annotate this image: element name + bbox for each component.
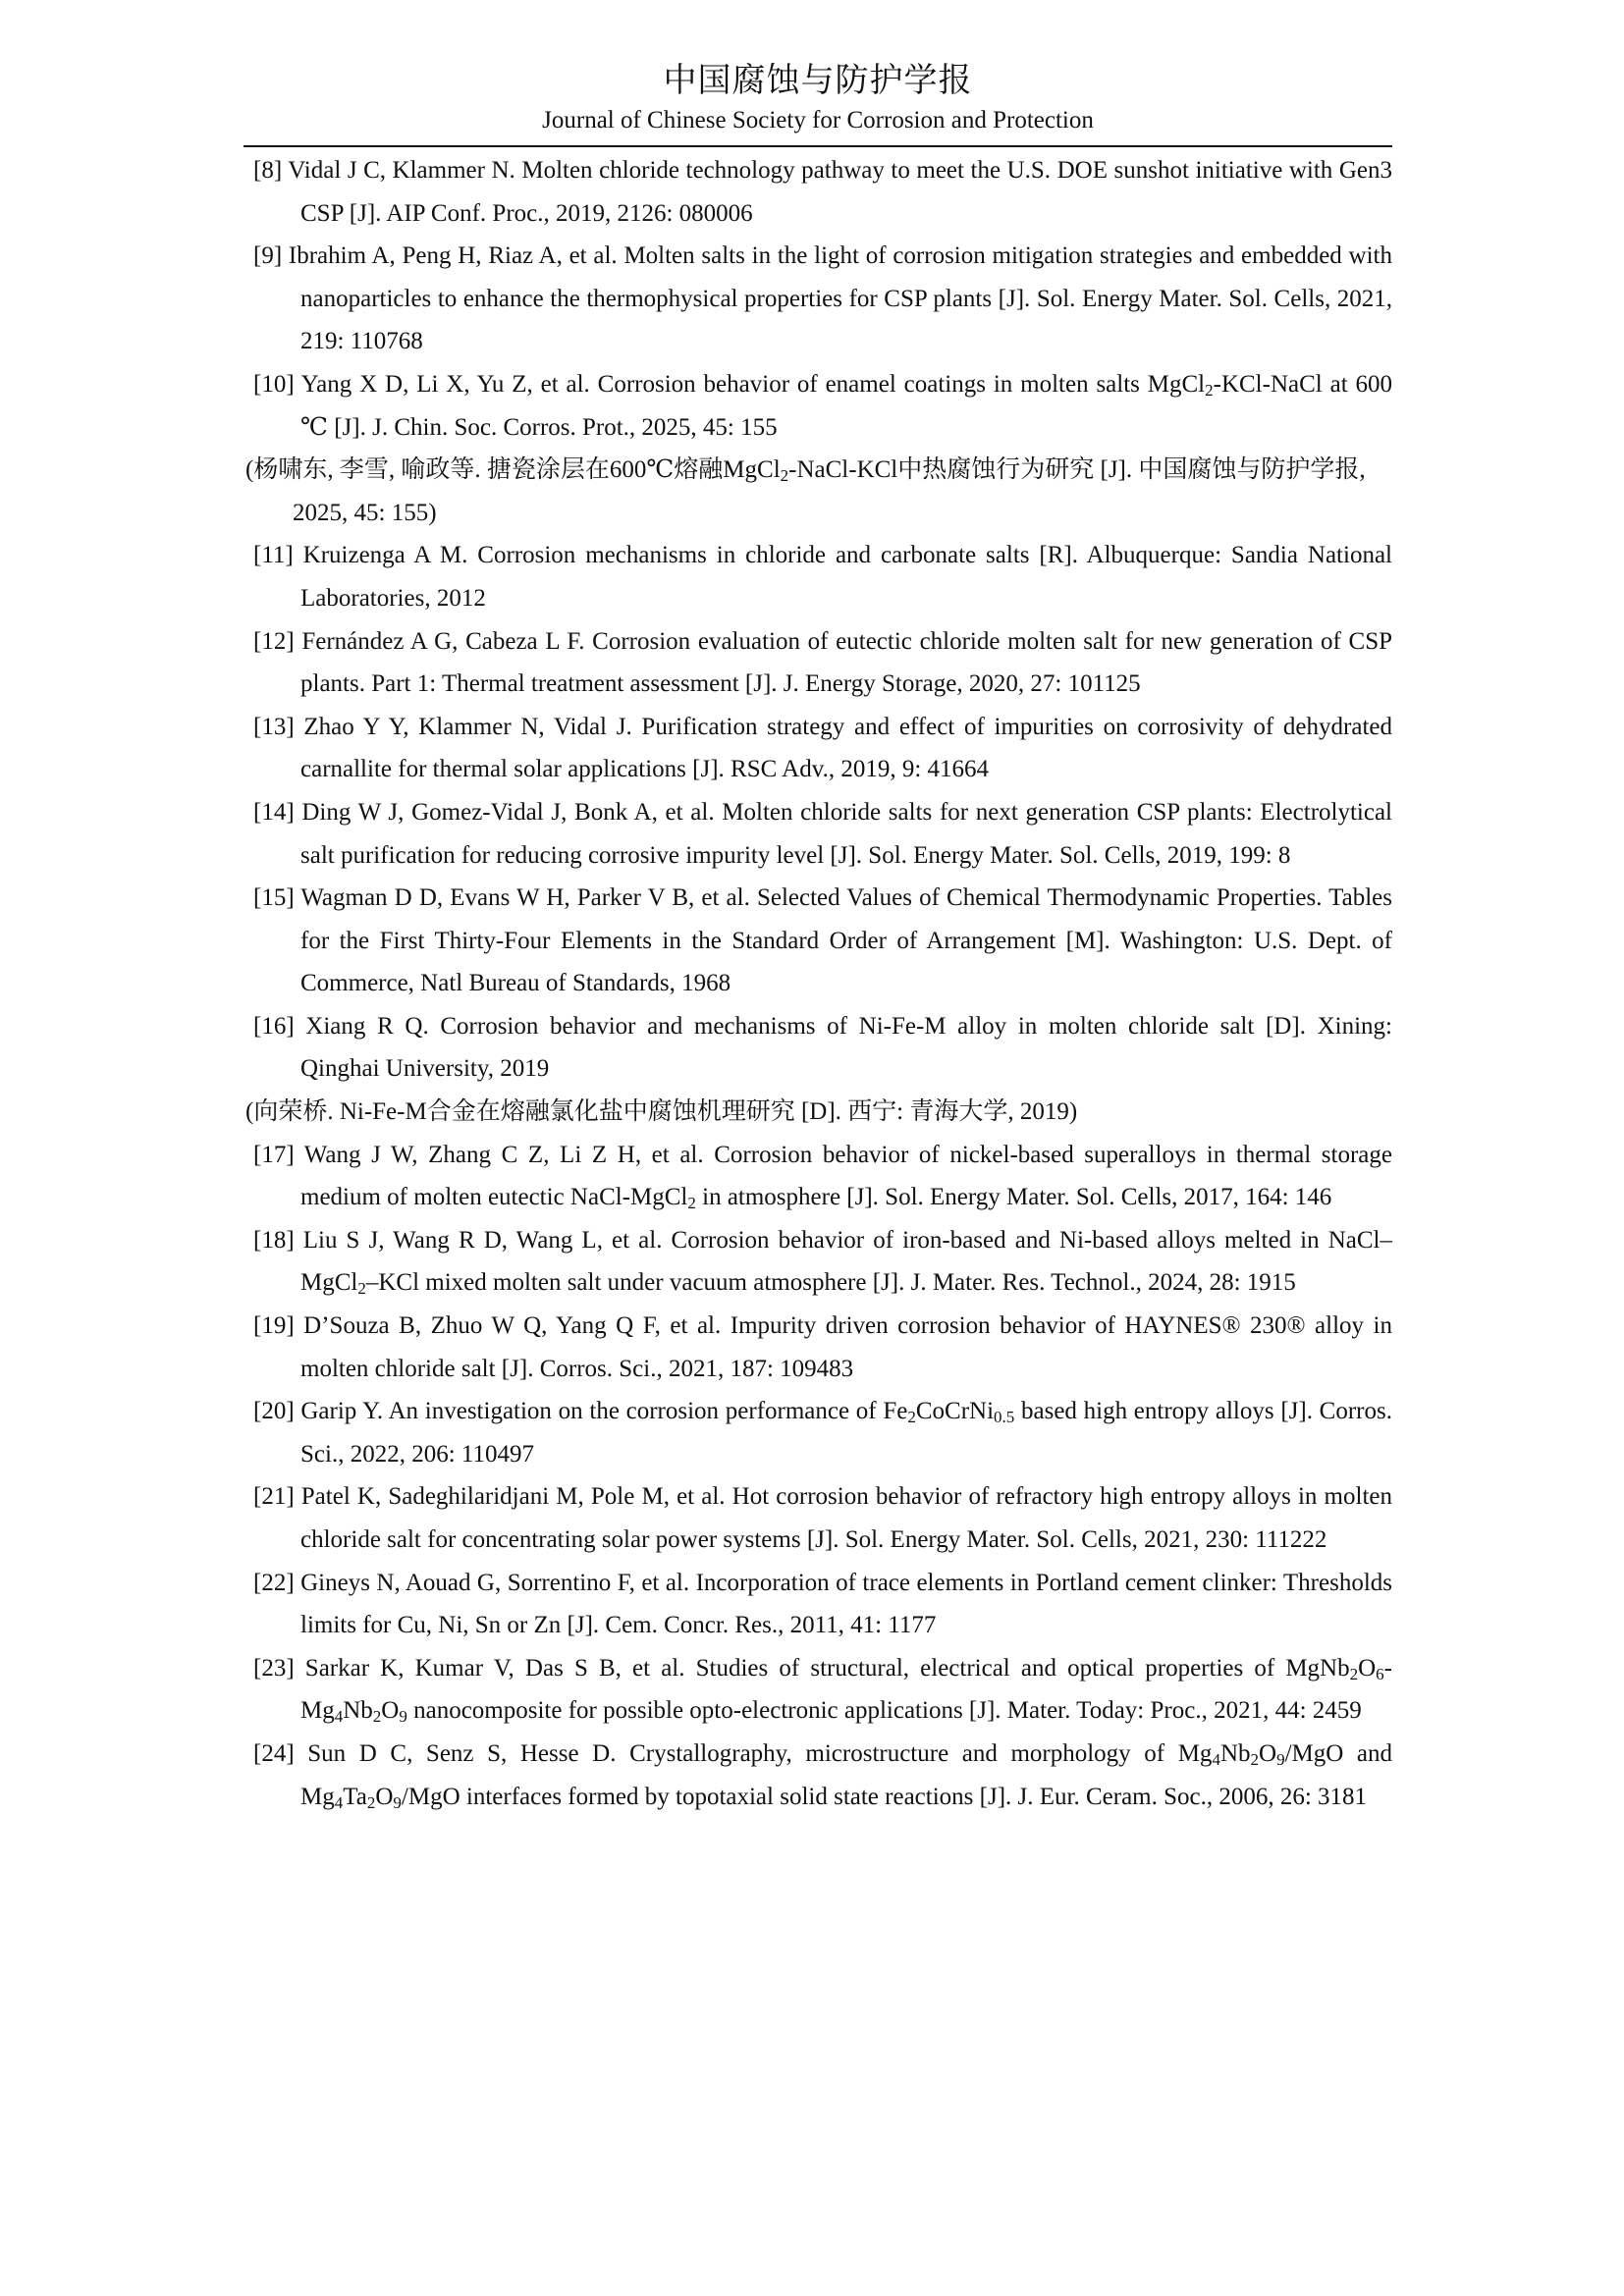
reference-text: [10] Yang X D, Li X, Yu Z, et al. Corrosion behavior of enamel coatings in molten salts MgCl — [253, 370, 1206, 398]
reference-text: /MgO interfaces formed by topotaxial solid state reactions [J]. J. Eur. Ceram. Soc., 2006, 26: 3181 — [401, 1783, 1368, 1810]
reference-text: [23] Sarkar K, Kumar V, Das S B, et al. Studies of structural, electrical and optical properties of MgNb — [253, 1654, 1350, 1682]
subscript-text: 4 — [1212, 1749, 1220, 1769]
reference-text: [18] Liu S J, Wang R D, Wang L, et al. Corrosion behavior of iron-based and Ni-based alloys melted in NaCl–MgCl — [253, 1226, 1392, 1297]
reference-item: [15] Wagman D D, Evans W H, Parker V B, et al. Selected Values of Chemical Thermodynamic Properties. Tables for the First Thirty-Four Elements in the Standard Order of Arrangement [M]. Washington: U.S. Dept. of Commerce, Natl Bureau of Standards, 1968 — [253, 884, 1392, 997]
reference-text: CoCrNi — [915, 1398, 995, 1425]
reference-text: [17] Wang J W, Zhang C Z, Li Z H, et al. Corrosion behavior of nickel-based superalloys in thermal storage medium of molten eutectic NaCl-MgCl — [253, 1141, 1392, 1211]
reference-text: –KCl mixed molten salt under vacuum atmosphere [J]. J. Mater. Res. Technol., 2024, 28: 1915 — [365, 1269, 1296, 1297]
journal-header — [244, 57, 1392, 135]
journal-title-en: Journal of Chinese Society for Corrosion and Protection — [542, 107, 1094, 133]
subscript-text: 9 — [393, 1792, 402, 1812]
subscript-text: 2 — [372, 1707, 382, 1727]
subscript-text: 9 — [1276, 1749, 1285, 1769]
reference-text: O — [375, 1783, 394, 1810]
subscript-text: 6 — [1376, 1664, 1384, 1683]
subscript-text: 2 — [357, 1279, 366, 1299]
subscript-text: 2 — [1349, 1664, 1359, 1683]
reference-text: -KCl-NaCl at 600 ℃ [J]. J. Chin. Soc. Corros. Prot., 2025, 45: 155 — [300, 370, 1393, 441]
header-rule — [244, 145, 1392, 147]
reference-item — [253, 1219, 1392, 1305]
reference-item — [253, 1647, 1392, 1733]
reference-text: (杨啸东, 李雪, 喻政等. 搪瓷涂层在600℃熔融MgCl — [245, 456, 781, 484]
reference-text: O — [1259, 1739, 1277, 1767]
reference-translation: (向荣桥. Ni-Fe-M合金在熔融氯化盐中腐蚀机理研究 [D]. 西宁: 青海大学, 2019) — [245, 1098, 1078, 1126]
subscript-text: 2 — [780, 466, 789, 486]
reference-text: O — [1358, 1654, 1377, 1682]
reference-item — [253, 1733, 1392, 1818]
reference-text: in atmosphere [J]. Sol. Energy Mater. Sol. Cells, 2017, 164: 146 — [695, 1184, 1332, 1211]
reference-item: [16] Xiang R Q. Corrosion behavior and mechanisms of Ni-Fe-M alloy in molten chloride salt [D]. Xining: Qinghai University, 2019 — [253, 1012, 1392, 1083]
reference-item — [253, 1390, 1392, 1475]
subscript-text: 2 — [907, 1408, 916, 1427]
reference-item: [12] Fernández A G, Cabeza L F. Corrosion evaluation of eutectic chloride molten salt for new generation of CSP plants. Part 1: Thermal treatment assessment [J]. J. Energy Storage, 2020, 27: 101125 — [253, 627, 1392, 698]
reference-item: [21] Patel K, Sadeghilaridjani M, Pole M, et al. Hot corrosion behavior of refractory high entropy alloys in molten chloride salt for concentrating solar power systems [J]. Sol. Energy Mater. Sol. Cells, 2021, 230: 111222 — [253, 1483, 1392, 1553]
reference-translation — [245, 449, 1392, 534]
reference-text: Nb — [1219, 1739, 1251, 1767]
reference-item: [22] Gineys N, Aouad G, Sorrentino F, et al. Incorporation of trace elements in Portland cement clinker: Thresholds limits for Cu, Ni, Sn or Zn [J]. Cem. Concr. Res., 2011, 41: 1177 — [253, 1569, 1392, 1639]
subscript-text: 2 — [366, 1792, 376, 1812]
journal-title-cn: 中国腐蚀与防护学报 — [663, 61, 973, 100]
reference-text: [24] Sun D C, Senz S, Hesse D. Crystallography, microstructure and morphology of Mg — [253, 1739, 1213, 1767]
reference-text: based high entropy alloys [J]. Corros. Sci., 2022, 206: 110497 — [300, 1398, 1392, 1468]
reference-text: -NaCl-KCl中热腐蚀行为研究 [J]. 中国腐蚀与防护学报, 2025, 45: 155) — [293, 456, 1366, 526]
reference-item: [11] Kruizenga A M. Corrosion mechanisms in chloride and carbonate salts [R]. Albuquerque: Sandia National Laboratories, 2012 — [253, 542, 1392, 612]
subscript-text: 2 — [687, 1194, 696, 1213]
subscript-text: 4 — [334, 1792, 344, 1812]
reference-text: -Mg — [300, 1654, 1392, 1725]
subscript-text: 9 — [399, 1707, 407, 1727]
reference-item: [19] D’Souza B, Zhuo W Q, Yang Q F, et al. Impurity driven corrosion behavior of HAYNES® 230® alloy in molten chloride salt [J]. Corros. Sci., 2021, 187: 109483 — [253, 1312, 1392, 1382]
reference-text: /MgO and Mg — [300, 1739, 1392, 1810]
reference-item: [13] Zhao Y Y, Klammer N, Vidal J. Purification strategy and effect of impurities on corrosivity of dehydrated carnallite for thermal solar applications [J]. RSC Adv., 2019, 9: 41664 — [253, 713, 1392, 783]
reference-item: [14] Ding W J, Gomez-Vidal J, Bonk A, et al. Molten chloride salts for next generation CSP plants: Electrolytical salt purification for reducing corrosive impurity level [J]. Sol. Energy Mater. Sol. Cells, 2019, 199: 8 — [253, 798, 1392, 869]
reference-text: Ta — [343, 1783, 367, 1810]
reference-item: [9] Ibrahim A, Peng H, Riaz A, et al. Molten salts in the light of corrosion mitigation strategies and embedded with nanoparticles to enhance the thermophysical properties for CSP plants [J]. Sol. Energy Mater. Sol. Cells, 2021, 219: 110768 — [253, 242, 1392, 355]
reference-item — [253, 363, 1392, 449]
reference-text: nanocomposite for possible opto-electronic applications [J]. Mater. Today: Proc., 2021, 44: 2459 — [406, 1697, 1362, 1725]
subscript-text: 4 — [334, 1707, 344, 1727]
reference-list — [245, 149, 1393, 1818]
reference-text: Nb — [343, 1697, 373, 1725]
reference-text: O — [381, 1697, 400, 1725]
subscript-text: 2 — [1250, 1749, 1259, 1769]
reference-item: [8] Vidal J C, Klammer N. Molten chloride technology pathway to meet the U.S. DOE sunshot initiative with Gen3 CSP [J]. AIP Conf. Proc., 2019, 2126: 080006 — [253, 157, 1392, 227]
subscript-text: 0.5 — [994, 1408, 1015, 1427]
reference-item — [253, 1134, 1392, 1219]
reference-text: [20] Garip Y. An investigation on the corrosion performance of Fe — [253, 1398, 908, 1425]
subscript-text: 2 — [1205, 380, 1214, 400]
